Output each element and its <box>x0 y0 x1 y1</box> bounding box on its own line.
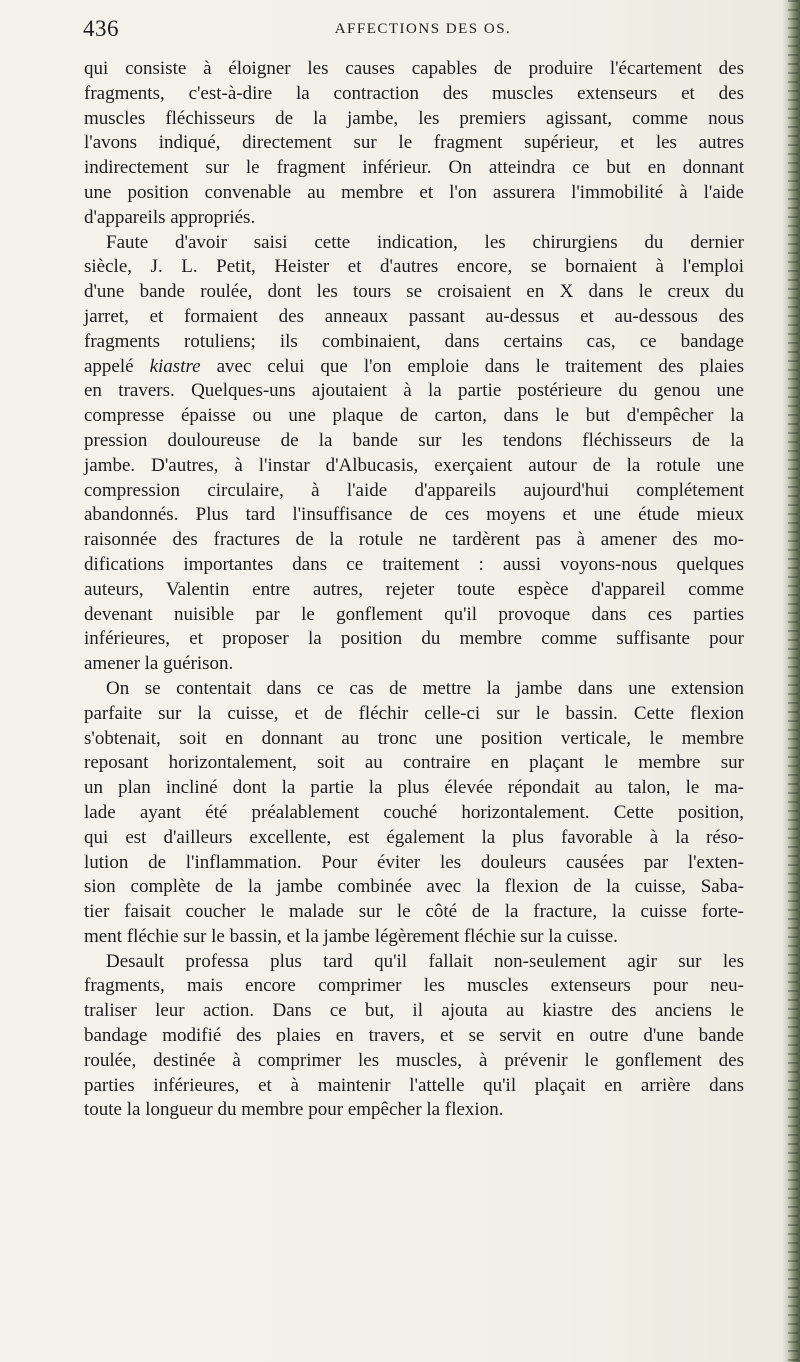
text-line: amener la guérison. <box>84 653 234 675</box>
text-line: bandage modifié des plaies en travers, et se servit en outre d'une bande <box>84 1025 744 1047</box>
text-line: compression circulaire, à l'aide d'appareils aujourd'hui complétement <box>84 479 744 501</box>
text-line: tier faisait coucher le malade sur le côté de la fracture, la cuisse forte- <box>84 901 744 923</box>
text-line: s'obtenait, soit en donnant au tronc une position verticale, le membre <box>84 727 744 749</box>
text-line: reposant horizontalement, soit au contraire en plaçant le membre sur <box>84 752 744 774</box>
text-line: abandonnés. Plus tard l'insuffisance de ces moyens et une étude mieux <box>84 504 744 526</box>
body-text <box>84 57 744 1123</box>
text-line: muscles fléchisseurs de la jambe, les premiers agissant, comme nous <box>84 107 744 129</box>
text-line: inférieures, et proposer la position du membre comme suffisante pour <box>84 628 744 650</box>
text-line: un plan incliné dont la partie la plus élevée répondait au talon, le ma- <box>84 777 744 799</box>
text-line: pression douloureuse de la bande sur les tendons fléchisseurs de la <box>84 429 744 451</box>
text-line: d'une bande roulée, dont les tours se croisaient en X dans le creux du <box>84 281 744 303</box>
text-line: indirectement sur le fragment inférieur. On atteindra ce but en donnant <box>84 157 744 179</box>
page-number: 436 <box>83 16 119 41</box>
text-line: fragments rotuliens; ils combinaient, dans certains cas, ce bandage <box>84 330 744 352</box>
text-line: fragments, mais encore comprimer les muscles extenseurs pour neu- <box>84 975 744 997</box>
text-line: compresse épaisse ou une plaque de carton, dans le but d'empêcher la <box>84 405 744 427</box>
text-line: qui est d'ailleurs excellente, est également la plus favorable à la réso- <box>84 826 744 848</box>
running-head: AFFECTIONS DES OS. <box>334 21 512 37</box>
text-line: difications importantes dans ce traitement : aussi voyons-nous quelques <box>84 553 744 575</box>
italic-term: kiastre <box>149 355 201 377</box>
text-line: traliser leur action. Dans ce but, il ajouta au kiastre des anciens le <box>84 1000 744 1022</box>
text-line: fragments, c'est-à-dire la contraction des muscles extenseurs et des <box>84 82 744 104</box>
text-line: ment fléchie sur le bassin, et la jambe légèrement fléchie sur la cuisse. <box>84 925 618 947</box>
text-line: Desault professa plus tard qu'il fallait non-seulement agir sur les <box>106 950 744 972</box>
text-line: jambe. D'autres, à l'instar d'Albucasis, exerçaient autour de la rotule une <box>84 454 744 476</box>
text-line: sion complète de la jambe combinée avec la flexion de la cuisse, Saba- <box>84 876 744 898</box>
text-line: toute la longueur du membre pour empêcher la flexion. <box>84 1099 504 1121</box>
text-line: parfaite sur la cuisse, et de fléchir celle-ci sur le bassin. Cette flexion <box>84 702 744 724</box>
text-line: d'appareils appropriés. <box>84 206 256 228</box>
text-line: une position convenable au membre et l'on assurera l'immobilité à l'aide <box>84 181 744 203</box>
page-edge-texture <box>788 0 798 1362</box>
text-segment: avec celui que l'on emploie dans le traitement des plaies <box>200 355 745 377</box>
text-segment: appelé <box>84 355 150 377</box>
text-line: qui consiste à éloigner les causes capables de produire l'écartement des <box>84 58 744 79</box>
page-header <box>83 14 763 46</box>
text-line: auteurs, Valentin entre autres, rejeter toute espèce d'appareil comme <box>84 578 744 600</box>
text-line: raisonnée des fractures de la rotule ne tardèrent pas à amener des mo- <box>84 529 744 551</box>
text-line: lade ayant été préalablement couché horizontalement. Cette position, <box>84 801 744 823</box>
text-line: devenant nuisible par le gonflement qu'il provoque dans ces parties <box>84 603 744 625</box>
text-line: On se contentait dans ce cas de mettre la jambe dans une extension <box>106 677 744 699</box>
text-line <box>84 355 744 380</box>
text-line: l'avons indiqué, directement sur le fragment supérieur, et les autres <box>84 132 744 154</box>
text-line: en travers. Quelques-uns ajoutaient à la partie postérieure du genou une <box>84 380 744 402</box>
text-line: parties inférieures, et à maintenir l'attelle qu'il plaçait en arrière dans <box>84 1074 744 1096</box>
text-line: roulée, destinée à comprimer les muscles, à prévenir le gonflement des <box>84 1049 744 1071</box>
text-line: jarret, et formaient des anneaux passant au-dessus et au-dessous des <box>84 305 744 327</box>
text-line: Faute d'avoir saisi cette indication, les chirurgiens du dernier <box>106 231 744 253</box>
text-line: lution de l'inflammation. Pour éviter les douleurs causées par l'exten- <box>84 851 744 873</box>
text-line: siècle, J. L. Petit, Heister et d'autres encore, se bornaient à l'emploi <box>84 256 744 278</box>
